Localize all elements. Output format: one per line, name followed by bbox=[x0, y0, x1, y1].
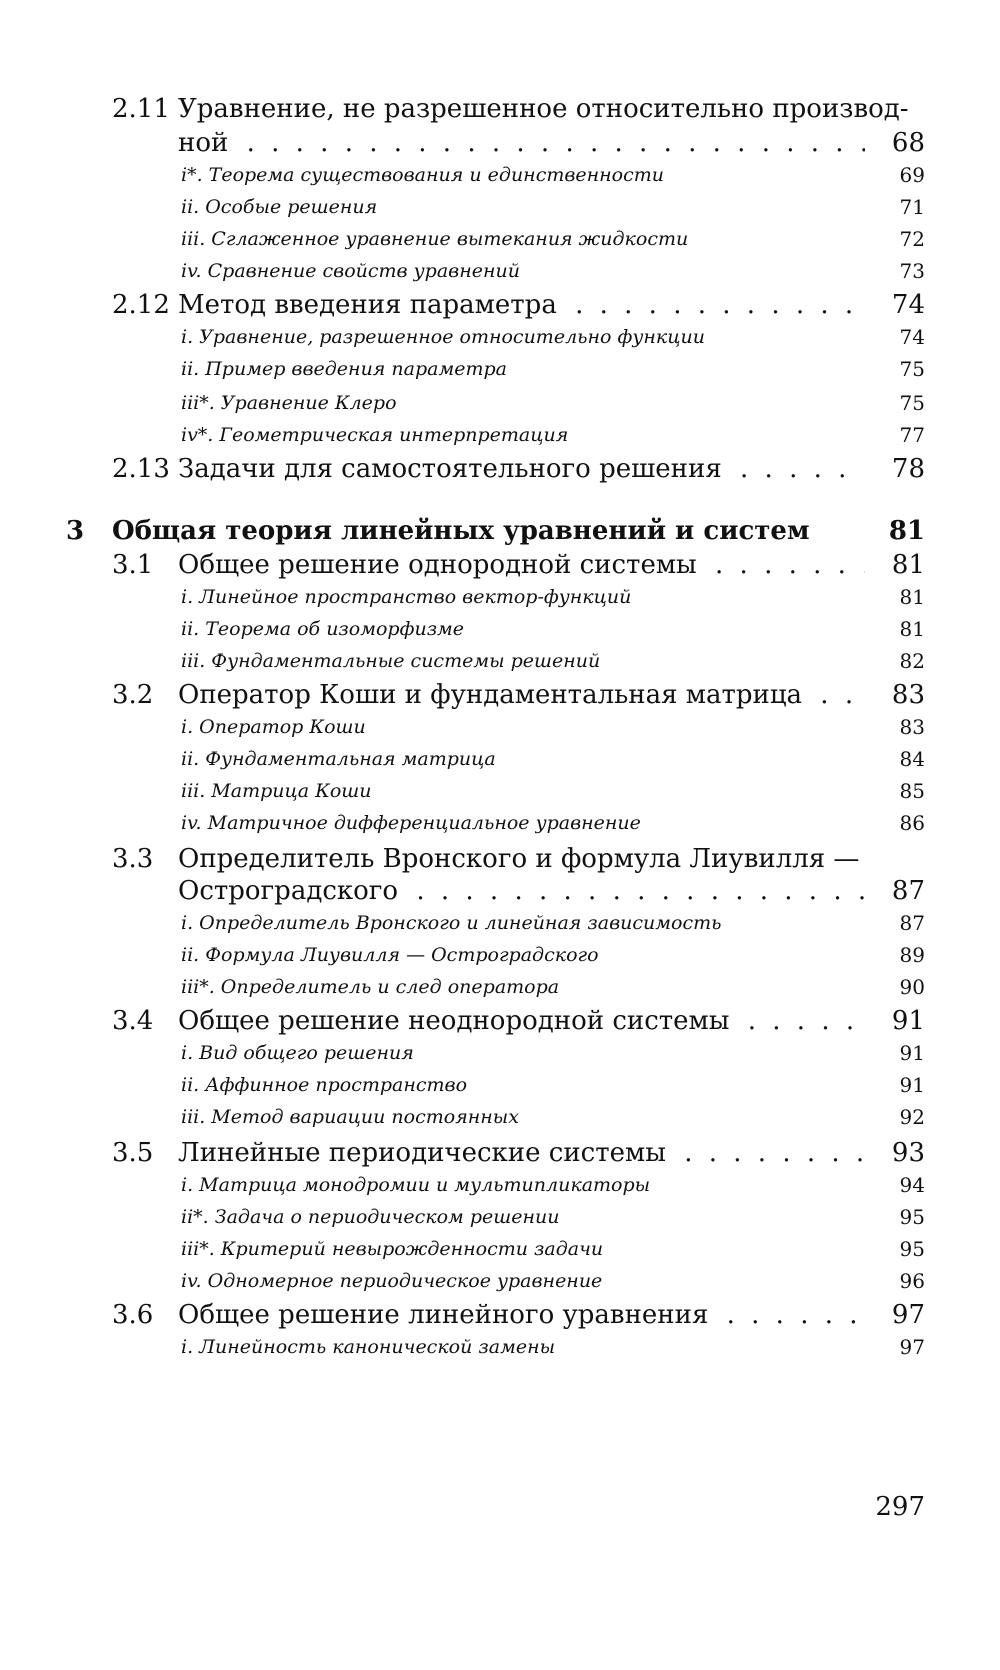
section-title: Линейные периодические системы . . . bbox=[178, 1136, 865, 1170]
subsection-title: i. Линейное пространство вектор-функций bbox=[181, 586, 632, 608]
page-number: 83 bbox=[899, 715, 925, 739]
subsection-title: i*. Теорема существования и единственности bbox=[181, 164, 665, 186]
section-title: Оператор Коши и фундаментальная матрица . . . bbox=[178, 678, 865, 712]
subsection-title: iv*. Геометрическая интерпретация bbox=[181, 424, 569, 446]
page-number: 75 bbox=[899, 357, 925, 381]
subsection-title: ii. Пример введения параметра bbox=[181, 358, 507, 380]
section-title-continued: Остроградского . . . bbox=[178, 874, 865, 908]
section-title-continued: ной . . . bbox=[178, 126, 865, 160]
page-number: 89 bbox=[899, 943, 925, 967]
subsection-title: ii. Формула Лиувилля — Остроградского bbox=[181, 944, 599, 966]
page-number: 86 bbox=[899, 811, 925, 835]
subsection-title: iii. Метод вариации постоянных bbox=[181, 1106, 520, 1128]
subsection-title: i. Вид общего решения bbox=[181, 1042, 414, 1064]
subsection-title: i. Оператор Коши bbox=[181, 716, 366, 738]
section-title: Определитель Вронского и формула Лиувилля — bbox=[178, 844, 860, 874]
page-number: 92 bbox=[899, 1105, 925, 1129]
folio-page-number: 297 bbox=[875, 1492, 925, 1522]
subsection-title: i. Уравнение, разрешенное относительно функции bbox=[181, 326, 705, 348]
subsection-title: iii*. Определитель и след оператора bbox=[181, 976, 560, 998]
page-number: 75 bbox=[899, 391, 925, 415]
page-number: 91 bbox=[899, 1073, 925, 1097]
page-number: 87 bbox=[899, 911, 925, 935]
page-number: 94 bbox=[899, 1173, 925, 1197]
page-number: 95 bbox=[899, 1237, 925, 1261]
page-number: 74 bbox=[884, 288, 925, 322]
page-number: 81 bbox=[899, 585, 925, 609]
subsection-title: i. Линейность канонической замены bbox=[181, 1336, 556, 1358]
section-title: Общее решение линейного уравнения . . . bbox=[178, 1298, 865, 1332]
subsection-title: iv. Сравнение свойств уравнений bbox=[181, 260, 520, 282]
page-number: 90 bbox=[899, 975, 925, 999]
section-number: 3.4 bbox=[112, 1006, 154, 1036]
page-number: 72 bbox=[899, 227, 925, 251]
section-number: 2.12 bbox=[112, 290, 170, 320]
subsection-title: i. Определитель Вронского и линейная зависимость bbox=[181, 912, 722, 934]
subsection-title: iii. Матрица Коши bbox=[181, 780, 372, 802]
page-number: 95 bbox=[899, 1205, 925, 1229]
page-number: 74 bbox=[899, 325, 925, 349]
page-number: 81 bbox=[888, 516, 925, 546]
section-number: 3.1 bbox=[112, 550, 154, 580]
subsection-title: ii. Теорема об изоморфизме bbox=[181, 618, 465, 640]
section-number: 3.6 bbox=[112, 1300, 154, 1330]
chapter-title: Общая теория линейных уравнений и систем bbox=[112, 516, 810, 546]
section-number: 2.13 bbox=[112, 454, 170, 484]
section-title: Общее решение неоднородной системы . . . bbox=[178, 1004, 865, 1038]
page-number: 78 bbox=[884, 452, 925, 486]
subsection-title: iii*. Уравнение Клеро bbox=[181, 392, 397, 414]
page-number: 84 bbox=[899, 747, 925, 771]
subsection-title: ii. Аффинное пространство bbox=[181, 1074, 468, 1096]
section-number: 3.5 bbox=[112, 1138, 154, 1168]
page-number: 91 bbox=[884, 1004, 925, 1038]
section-number: 3.2 bbox=[112, 680, 154, 710]
page-number: 69 bbox=[899, 163, 925, 187]
subsection-title: ii. Фундаментальная матрица bbox=[181, 748, 496, 770]
subsection-title: iii*. Критерий невырожденности задачи bbox=[181, 1238, 604, 1260]
page-number: 91 bbox=[899, 1041, 925, 1065]
page-number: 87 bbox=[884, 874, 925, 908]
page-number: 77 bbox=[899, 423, 925, 447]
page-number: 96 bbox=[899, 1269, 925, 1293]
section-title: Общее решение однородной системы . . . bbox=[178, 548, 865, 582]
section-title: Уравнение, не разрешенное относительно производ- bbox=[178, 94, 909, 124]
subsection-title: i. Матрица монодромии и мультипликаторы bbox=[181, 1174, 651, 1196]
section-title: Задачи для самостоятельного решения . . . bbox=[178, 452, 865, 486]
subsection-title: iv. Матричное дифференциальное уравнение bbox=[181, 812, 641, 834]
page-number: 71 bbox=[899, 195, 925, 219]
subsection-title: iii. Сглаженное уравнение вытекания жидкости bbox=[181, 228, 689, 250]
page-number: 73 bbox=[899, 259, 925, 283]
section-number: 2.11 bbox=[112, 94, 170, 124]
page-number: 82 bbox=[899, 649, 925, 673]
section-title: Метод введения параметра . . . bbox=[178, 288, 865, 322]
page-number: 93 bbox=[884, 1136, 925, 1170]
page-number: 85 bbox=[899, 779, 925, 803]
subsection-title: ii. Особые решения bbox=[181, 196, 378, 218]
subsection-title: iii. Фундаментальные системы решений bbox=[181, 650, 601, 672]
page-number: 81 bbox=[884, 548, 925, 582]
page-number: 97 bbox=[884, 1298, 925, 1332]
subsection-title: iv. Одномерное периодическое уравнение bbox=[181, 1270, 603, 1292]
subsection-title: ii*. Задача о периодическом решении bbox=[181, 1206, 560, 1228]
page-number: 81 bbox=[899, 617, 925, 641]
chapter-number: 3 bbox=[66, 516, 85, 546]
page-number: 68 bbox=[884, 126, 925, 160]
page-number: 97 bbox=[899, 1335, 925, 1359]
section-number: 3.3 bbox=[112, 844, 154, 874]
page-number: 83 bbox=[884, 678, 925, 712]
